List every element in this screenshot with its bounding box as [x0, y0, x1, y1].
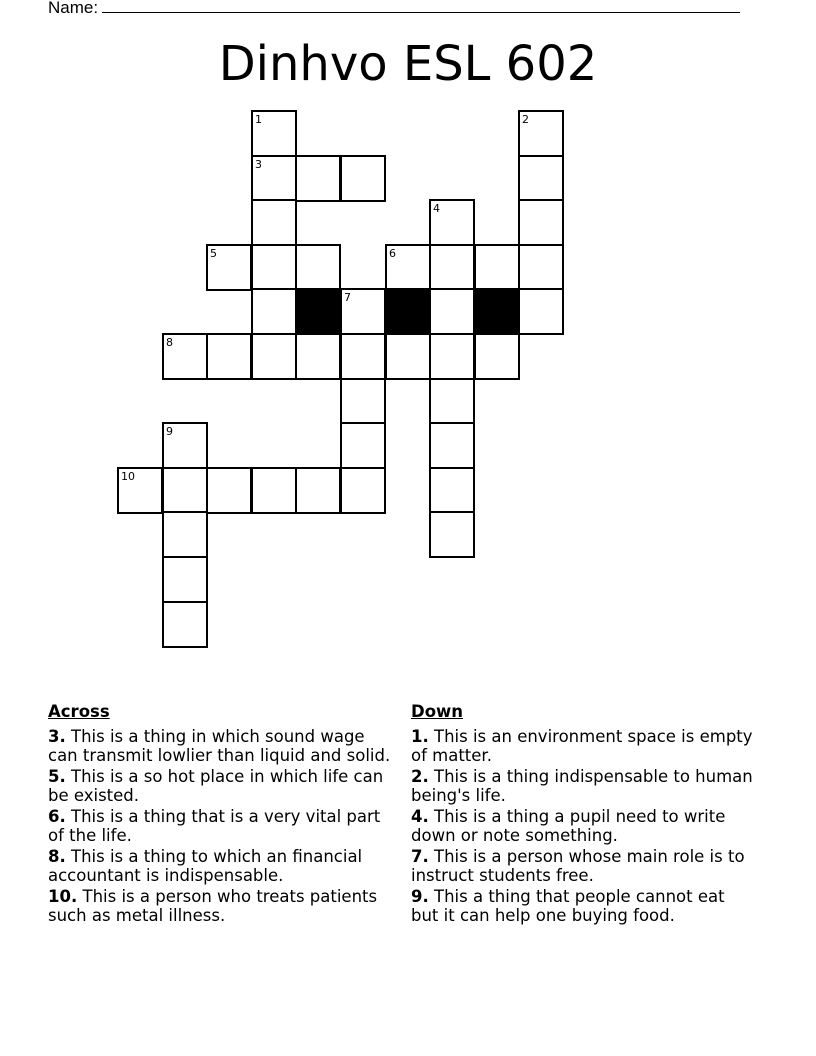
grid-cell[interactable]	[474, 244, 520, 291]
grid-cell[interactable]	[429, 511, 475, 558]
clue-number: 1	[255, 113, 262, 126]
grid-cell[interactable]	[206, 467, 252, 514]
grid-cell[interactable]	[162, 601, 208, 648]
grid-cell[interactable]	[518, 155, 564, 202]
clue-number: 8	[166, 336, 173, 349]
black-cell	[295, 288, 341, 335]
down-clues	[411, 702, 756, 927]
clue-number: 8.	[48, 847, 66, 866]
clue-number: 7	[344, 291, 351, 304]
clue-number: 10	[121, 470, 135, 483]
clue-number: 1.	[411, 727, 429, 746]
across-clues	[48, 702, 393, 927]
black-cell	[474, 288, 520, 335]
black-cell	[385, 288, 431, 335]
grid-cell[interactable]	[295, 333, 341, 380]
grid-cell[interactable]	[340, 333, 386, 380]
clue-number: 7.	[411, 847, 429, 866]
grid-cell[interactable]	[251, 244, 297, 291]
page-title: Dinhvo ESL 602	[218, 36, 598, 92]
grid-cell[interactable]	[385, 333, 431, 380]
grid-cell[interactable]	[340, 288, 386, 335]
across-clue	[48, 887, 393, 925]
clue-number: 5.	[48, 767, 66, 786]
grid-cell[interactable]	[340, 155, 386, 202]
clue-number: 6	[389, 247, 396, 260]
down-clue-list	[411, 727, 756, 925]
clue-text: This is a thing to which an financial accountant is indispensable.	[48, 847, 363, 885]
across-clue	[48, 767, 393, 805]
down-clue	[411, 727, 756, 765]
grid-cell[interactable]	[429, 288, 475, 335]
grid-cell[interactable]	[429, 333, 475, 380]
grid-cell[interactable]	[251, 199, 297, 246]
grid-cell[interactable]	[162, 511, 208, 558]
grid-cell[interactable]	[251, 333, 297, 380]
grid-cell[interactable]	[162, 467, 208, 514]
grid-cell[interactable]	[206, 333, 252, 380]
grid-cell[interactable]	[385, 244, 431, 291]
grid-cell[interactable]	[429, 422, 475, 469]
grid-cell[interactable]	[251, 110, 297, 157]
across-heading: Across	[48, 702, 110, 721]
clue-text: This is a so hot place in which life can be existed.	[48, 767, 384, 805]
grid-cell[interactable]	[162, 422, 208, 469]
across-clue-list	[48, 727, 393, 925]
clue-number: 6.	[48, 807, 66, 826]
grid-cell[interactable]	[295, 244, 341, 291]
grid-cell[interactable]	[295, 467, 341, 514]
clue-text: This is a person who treats patients such as metal illness.	[48, 887, 378, 925]
clue-text: This is a thing in which sound wage can transmit lowlier than liquid and solid.	[48, 727, 391, 765]
clue-number: 2.	[411, 767, 429, 786]
clue-number: 9.	[411, 887, 429, 906]
grid-cell[interactable]	[295, 155, 341, 202]
clue-text: This is a thing a pupil need to write down or note something.	[411, 807, 726, 845]
grid-cell[interactable]	[518, 244, 564, 291]
clue-number: 4.	[411, 807, 429, 826]
grid-cell[interactable]	[474, 333, 520, 380]
clue-number: 3.	[48, 727, 66, 746]
down-clue	[411, 887, 756, 925]
grid-cell[interactable]	[518, 288, 564, 335]
grid-cell[interactable]	[251, 155, 297, 202]
grid-cell[interactable]	[429, 199, 475, 246]
grid-cell[interactable]	[251, 467, 297, 514]
clue-text: This is an environment space is empty of matter.	[411, 727, 753, 765]
down-heading: Down	[411, 702, 464, 721]
grid-cell[interactable]	[117, 467, 163, 514]
grid-cell[interactable]	[429, 467, 475, 514]
clue-text: This a thing that people cannot eat but it can help one buying food.	[411, 887, 725, 925]
down-clue	[411, 767, 756, 805]
grid-cell[interactable]	[340, 467, 386, 514]
clue-number: 10.	[48, 887, 78, 906]
grid-cell[interactable]	[518, 199, 564, 246]
clue-text: This is a person whose main role is to instruct students free.	[411, 847, 745, 885]
grid-cell[interactable]	[340, 422, 386, 469]
clue-number: 9	[166, 425, 173, 438]
grid-cell[interactable]	[162, 556, 208, 603]
clue-number: 3	[255, 158, 262, 171]
name-label: Name:	[48, 0, 99, 17]
clue-text: This is a thing that is a very vital part of the life.	[48, 807, 381, 845]
grid-cell[interactable]	[429, 378, 475, 425]
down-clue	[411, 847, 756, 885]
grid-cell[interactable]	[429, 244, 475, 291]
clue-number: 4	[433, 202, 440, 215]
grid-cell[interactable]	[206, 244, 252, 291]
clue-number: 2	[522, 113, 529, 126]
grid-cell[interactable]	[340, 378, 386, 425]
across-clue	[48, 847, 393, 885]
clue-text: This is a thing indispensable to human being's life.	[411, 767, 753, 805]
grid-cell[interactable]	[251, 288, 297, 335]
grid-cell[interactable]	[518, 110, 564, 157]
grid-cell[interactable]	[162, 333, 208, 380]
clue-number: 5	[210, 247, 217, 260]
across-clue	[48, 807, 393, 845]
across-clue	[48, 727, 393, 765]
down-clue	[411, 807, 756, 845]
